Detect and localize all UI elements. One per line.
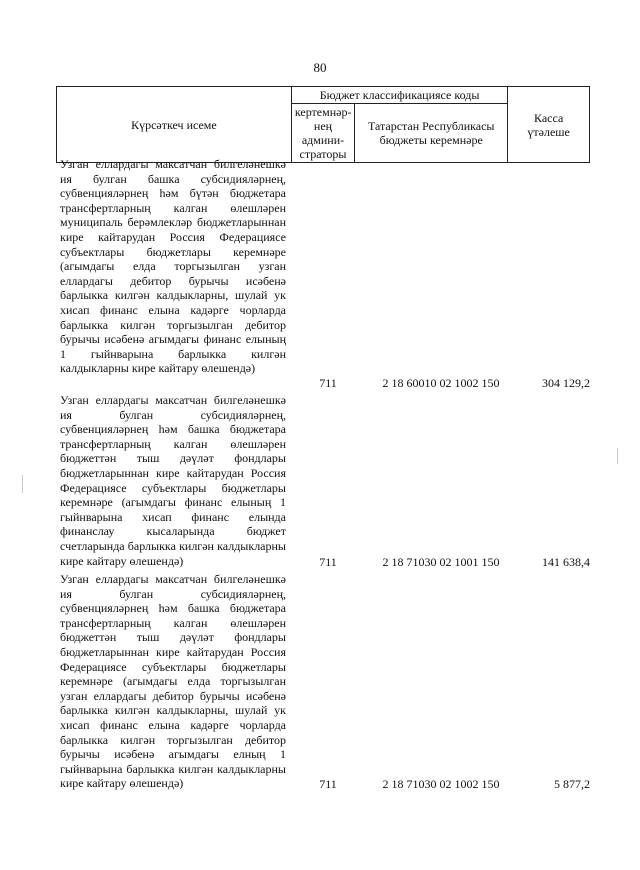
row-budget-code: 2 18 71030 02 1001 150 [382, 555, 500, 570]
row-budget-code: 2 18 71030 02 1002 150 [382, 777, 500, 792]
table-row [56, 393, 590, 570]
row-budget-code: 2 18 60010 02 1002 150 [382, 376, 500, 391]
row-administrator: 711 [319, 555, 337, 570]
cash-execution-header: Касса үтәлеше [508, 87, 590, 163]
scan-artifact-right [617, 448, 618, 464]
table-row [56, 157, 590, 391]
administrator-header: кертемнәр-нең админи-страторы [291, 104, 354, 163]
budget-code-group-header: Бюджет классификациясе коды [291, 87, 507, 104]
page-number: 80 [313, 60, 327, 75]
indicator-name-header: Күрсәткеч исеме [57, 87, 292, 163]
row-administrator: 711 [319, 777, 337, 792]
row-cash-amount: 304 129,2 [542, 376, 590, 391]
row-cash-amount: 5 877,2 [554, 777, 590, 792]
row-description: Узган еллардагы максатчан билгеләнешкә ия булган башка субсидияләрнең, субвенцияләрнең һәм бүтән бюджетара трансфертларның калган өлешләрен муниципаль берәмлекләр бюджетларыннан кире кайтарудан Россия Федерациясе субъектлары бюджетлары керемнәре (агымдагы елда торгызылган узган еллардагы дебитор бурычы исәбенә барлыкка килгән калдыкларны, шулай ук хисап финанс елына кадәрге чорларда барлыкка килгән торгызылган дебитор бурычы исәбенә агымдагы финанс елының 1 гыйнварына барлыкка килгән калдыкларны кире кайтару өлешендә) [60, 157, 286, 376]
scan-artifact-left [22, 475, 23, 493]
table-header [56, 86, 590, 163]
table-body [56, 157, 590, 792]
row-description: Узган еллардагы максатчан билгеләнешкә ия булган субсидияләрнең, субвенцияләрнең һәм башка бюджетара трансфертларның калган өлешләрен бюджеттән тыш дәүләт фондлары бюджетларыннан кире кайтарудан Россия Федерациясе субъектлары бюджетлары керемнәре (агымдагы елда торгызылган узган еллардагы дебитор бурычы исәбенә барлыкка килгән калдыкларны, шулай ук хисап финанс елына кадәрге чорларда барлыкка килгән торгызылган дебитор бурычы исәбенә агымдагы елның 1 гыйнварына барлыкка килгән калдыкларны кире кайтару өлешендә) [60, 572, 286, 791]
row-administrator: 711 [319, 376, 337, 391]
revenue-header: Татарстан Республикасы бюджеты керемнәре [355, 104, 508, 163]
row-description: Узган еллардагы максатчан билгеләнешкә ия булган субсидияләрнең, субвенцияләрнең һәм башка бюджетара трансфертларның калган өлешләрен бюджеттән тыш дәүләт фондлары бюджетларыннан кире кайтарудан Россия Федерациясе субъектлары бюджетлары керемнәре (агымдагы финанс елының 1 гыйнварына хисап финанс елында финанслау кысаларында бюджет счетларында барлыкка килгән калдыкларны кире кайтару өлешендә) [60, 393, 286, 568]
table-row [56, 572, 590, 792]
row-cash-amount: 141 638,4 [542, 555, 590, 570]
